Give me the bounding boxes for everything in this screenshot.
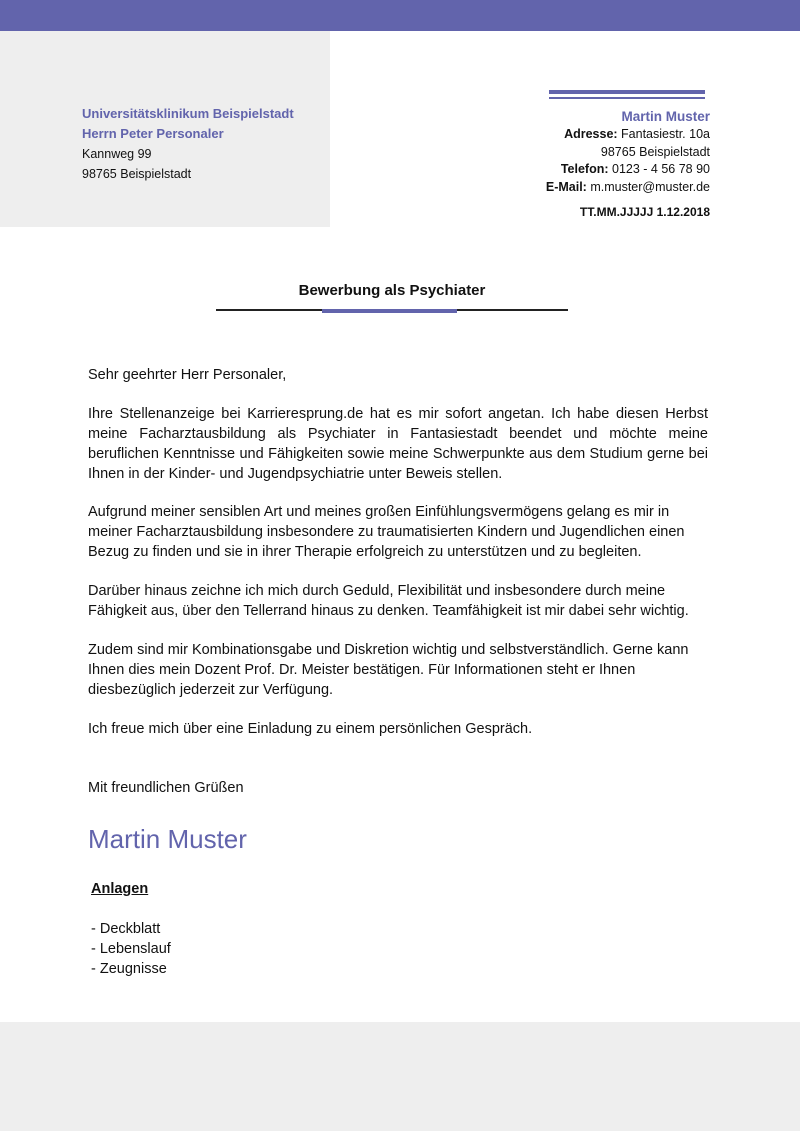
sender-address: Fantasiestr. 10a: [621, 127, 710, 141]
sender-line-thin: [549, 97, 705, 99]
sender-email-line: [546, 179, 710, 197]
body-paragraph-4: Zudem sind mir Kombinationsgabe und Diskretion wichtig und selbstverständlich. Gerne kann Ihnen dies mein Dozent Prof. Dr. Meister bestätigen. Für Informationen steht er Ihnen diesbezüglich jederzeit zur Verfügung.: [88, 641, 689, 698]
recipient-org: Universitätsklinikum Beispielstadt: [82, 106, 294, 121]
footer-band: [0, 1022, 800, 1131]
signature: Martin Muster: [88, 824, 247, 854]
letter-date: TT.MM.JJJJJ 1.12.2018: [579, 205, 710, 219]
recipient-person: Herrn Peter Personaler: [82, 126, 224, 141]
salutation: Sehr geehrter Herr Personaler,: [88, 366, 287, 383]
body-paragraph-5: Ich freue mich über eine Einladung zu einem persönlichen Gespräch.: [88, 720, 533, 737]
body-paragraph-1: Ihre Stellenanzeige bei Karrieresprung.de hat es mir sofort angetan. Ich habe diesen Herbst meine Facharztausbildung als Psychiater in Fantasiestadt beendet und möchte meine beruflichen Kenntnisse und Fähigkeiten sowie meine Schwerpunkte aus dem Studium gerne bei Ihnen in der Kinder- und Jugendpsychiatrie unter Beweis stellen.: [88, 405, 708, 482]
closing: Mit freundlichen Grüßen: [88, 779, 244, 796]
sender-email-label: E-Mail:: [545, 179, 587, 194]
sender-address-line: [546, 126, 710, 144]
attachment-item: - Lebenslauf: [91, 941, 171, 957]
attachment-item: - Deckblatt: [91, 921, 161, 937]
subject-heading: Bewerbung als Psychiater: [298, 282, 486, 299]
recipient-city: 98765 Beispielstadt: [82, 167, 192, 181]
sender-address-label: Adresse:: [564, 127, 618, 141]
sender-decoration-lines: [549, 90, 705, 99]
sender-phone-line: [546, 161, 710, 179]
sender-line-thick: [549, 90, 705, 94]
sender-email: m.muster@muster.de: [590, 179, 710, 194]
sender-phone-label: Telefon:: [560, 162, 609, 176]
attachments-title: Anlagen: [91, 881, 149, 897]
recipient-street: Kannweg 99: [82, 147, 152, 161]
sender-name: Martin Muster: [621, 109, 710, 124]
sender-phone: 0123 - 4 56 78 90: [612, 162, 710, 176]
body-paragraph-3: Darüber hinaus zeichne ich mich durch Geduld, Flexibilität und insbesondere durch meine Fähigkeit aus, über den Tellerrand hinaus zu denken. Teamfähigkeit ist mir dabei sehr wichtig.: [88, 582, 689, 619]
recipient-address: [82, 104, 294, 184]
attachments-section: [91, 879, 171, 979]
attachment-item: - Zeugnisse: [91, 961, 167, 977]
subject-accent-bar: [322, 309, 457, 313]
sender-city: 98765 Beispielstadt: [600, 144, 710, 159]
top-accent-bar: [0, 0, 800, 31]
body-paragraph-2: Aufgrund meiner sensiblen Art und meines großen Einfühlungsvermögens gelang es mir in meiner Facharztausbildung insbesondere zu traumatisierten Kindern und Jugendlichen einen Bezug zu finden und sie in ihrer Therapie erfolgreich zu unterstützen und zu begleiten.: [88, 503, 685, 560]
sender-block: [546, 107, 710, 196]
